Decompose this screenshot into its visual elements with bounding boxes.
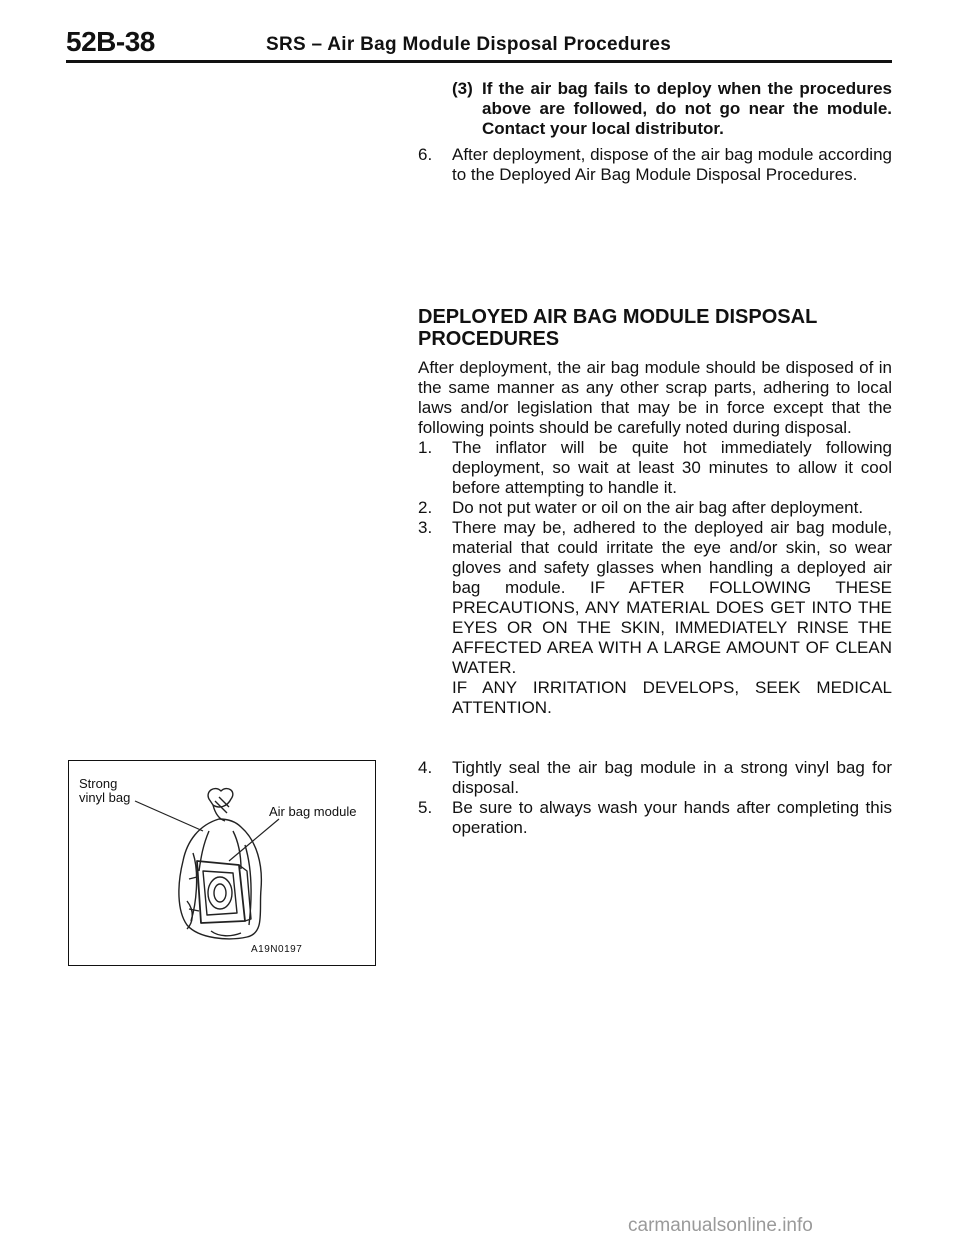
list-item xyxy=(418,758,892,798)
disposal-section xyxy=(418,306,892,718)
list-item xyxy=(418,498,892,518)
item-number: 4. xyxy=(418,758,433,777)
later-items xyxy=(418,758,892,838)
section-intro: After deployment, the air bag module should be disposed of in the same manner as any other scrap parts, adhering to local laws and/or legislation that may be in force except that the following points should be carefully noted during disposal. xyxy=(418,358,892,437)
item-number: 3. xyxy=(418,518,433,537)
list-item xyxy=(418,145,892,185)
item-text: Be sure to always wash your hands after completing this operation. xyxy=(452,798,892,837)
item-number: 2. xyxy=(418,498,433,517)
item-number: 6. xyxy=(418,145,433,164)
item-text: If the air bag fails to deploy when the procedures above are followed, do not go near the module. Contact your local distributor. xyxy=(482,79,892,138)
item-number: 1. xyxy=(418,438,433,457)
list-item xyxy=(418,518,892,718)
label-air-bag-module: Air bag module xyxy=(269,804,357,819)
item-text: There may be, adhered to the deployed air bag module, material that could irritate the eye and/or skin, so wear gloves and safety glasses when handling a deployed air bag module. IF AFTER FOLLOWING THESE PRECAUTIONS, ANY MATERIAL DOES GET INTO THE EYES OR ON THE SKIN, IMMEDIATELY RINSE THE AFFECTED AREA WITH A LARGE AMOUNT OF CLEAN WATER. xyxy=(452,518,892,677)
section-heading: DEPLOYED AIR BAG MODULE DISPOSAL PROCEDURES xyxy=(418,306,817,350)
label-strong-vinyl-bag xyxy=(79,777,130,805)
item-text: Do not put water or oil on the air bag after deployment. xyxy=(452,498,864,517)
page-number: 52B-38 xyxy=(66,26,155,57)
list-item xyxy=(418,79,892,139)
airbag-bag-figure xyxy=(68,760,376,966)
item-number: (3) xyxy=(452,79,473,98)
top-items xyxy=(418,79,892,185)
item-text-warning: IF ANY IRRITATION DEVELOPS, SEEK MEDICAL ATTENTION. xyxy=(452,678,892,717)
figure-code: A19N0197 xyxy=(251,944,303,955)
page-title: SRS – Air Bag Module Disposal Procedures xyxy=(266,34,672,55)
item-text: Tightly seal the air bag module in a strong vinyl bag for disposal. xyxy=(452,758,892,797)
list-item xyxy=(418,798,892,838)
item-text: After deployment, dispose of the air bag module according to the Deployed Air Bag Module Disposal Procedures. xyxy=(452,145,892,184)
label-line-1: Strong xyxy=(79,776,118,791)
label-line-2: vinyl bag xyxy=(79,790,131,805)
list-item xyxy=(418,438,892,498)
item-number: 5. xyxy=(418,798,433,817)
watermark: carmanualsonline.info xyxy=(628,1215,813,1236)
header-rule xyxy=(66,60,892,63)
item-text: The inflator will be quite hot immediately following deployment, so wait at least 30 minutes to allow it cool before attempting to handle it. xyxy=(452,438,892,497)
